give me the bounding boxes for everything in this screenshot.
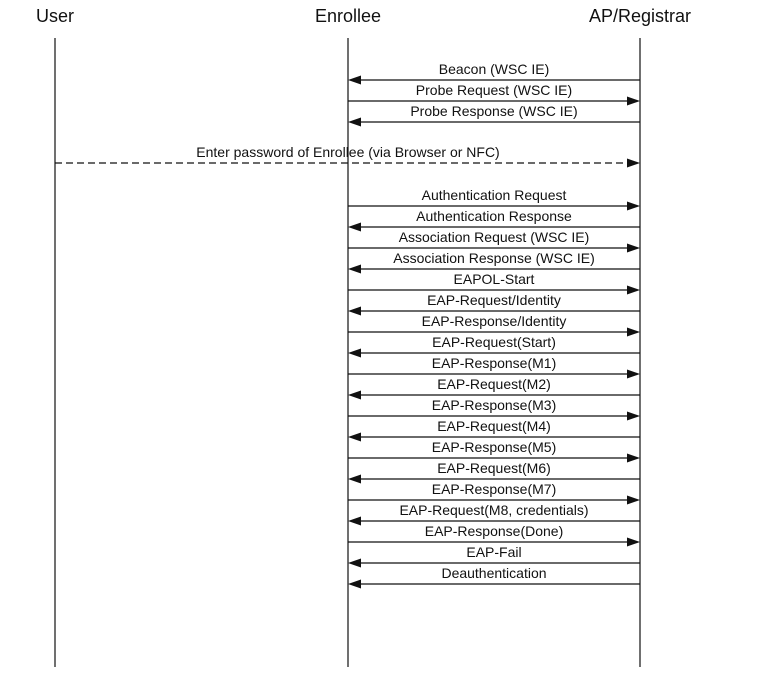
message-arrowhead-11	[348, 349, 361, 358]
actor-user-label: User	[35, 6, 75, 26]
message-label-15: EAP-Request(M4)	[437, 418, 551, 434]
message-arrowhead-7	[348, 265, 361, 274]
message-arrowhead-16	[627, 454, 640, 463]
message-label-7: Association Response (WSC IE)	[393, 250, 595, 266]
message-label-19: EAP-Request(M8, credentials)	[399, 502, 589, 518]
message-label-10: EAP-Response/Identity	[421, 313, 567, 329]
message-arrowhead-22	[348, 580, 361, 589]
message-arrowhead-4	[627, 202, 640, 211]
message-label-18: EAP-Response(M7)	[431, 481, 557, 497]
message-arrowhead-0	[348, 76, 361, 85]
message-arrowhead-17	[348, 475, 361, 484]
message-label-4: Authentication Request	[421, 187, 567, 203]
message-label-14: EAP-Response(M3)	[431, 397, 557, 413]
message-label-0: Beacon (WSC IE)	[438, 61, 550, 77]
message-arrowhead-3	[627, 159, 640, 168]
message-arrowhead-8	[627, 286, 640, 295]
message-arrowhead-21	[348, 559, 361, 568]
message-label-2: Probe Response (WSC IE)	[410, 103, 578, 119]
message-arrowhead-15	[348, 433, 361, 442]
message-arrowhead-18	[627, 496, 640, 505]
message-label-13: EAP-Request(M2)	[437, 376, 551, 392]
message-label-20: EAP-Response(Done)	[424, 523, 564, 539]
message-label-22: Deauthentication	[441, 565, 547, 581]
message-arrowhead-1	[627, 97, 640, 106]
message-label-16: EAP-Response(M5)	[431, 439, 557, 455]
message-label-9: EAP-Request/Identity	[427, 292, 561, 308]
message-arrowhead-12	[627, 370, 640, 379]
message-arrowhead-10	[627, 328, 640, 337]
message-label-21: EAP-Fail	[466, 544, 522, 560]
message-arrowhead-2	[348, 118, 361, 127]
message-label-5: Authentication Response	[416, 208, 572, 224]
message-label-11: EAP-Request(Start)	[432, 334, 556, 350]
message-arrowhead-6	[627, 244, 640, 253]
actor-ap-registrar-label: AP/Registrar	[588, 6, 692, 26]
message-label-12: EAP-Response(M1)	[431, 355, 557, 371]
message-arrowhead-13	[348, 391, 361, 400]
message-arrowhead-20	[627, 538, 640, 547]
message-label-6: Association Request (WSC IE)	[398, 229, 590, 245]
message-arrowhead-19	[348, 517, 361, 526]
message-label-8: EAPOL-Start	[453, 271, 535, 287]
message-label-17: EAP-Request(M6)	[437, 460, 551, 476]
message-arrowhead-5	[348, 223, 361, 232]
message-label-1: Probe Request (WSC IE)	[415, 82, 573, 98]
message-arrowhead-14	[627, 412, 640, 421]
message-arrowhead-9	[348, 307, 361, 316]
message-label-3: Enter password of Enrollee (via Browser or NFC)	[196, 144, 500, 160]
actor-enrollee-label: Enrollee	[314, 6, 382, 26]
